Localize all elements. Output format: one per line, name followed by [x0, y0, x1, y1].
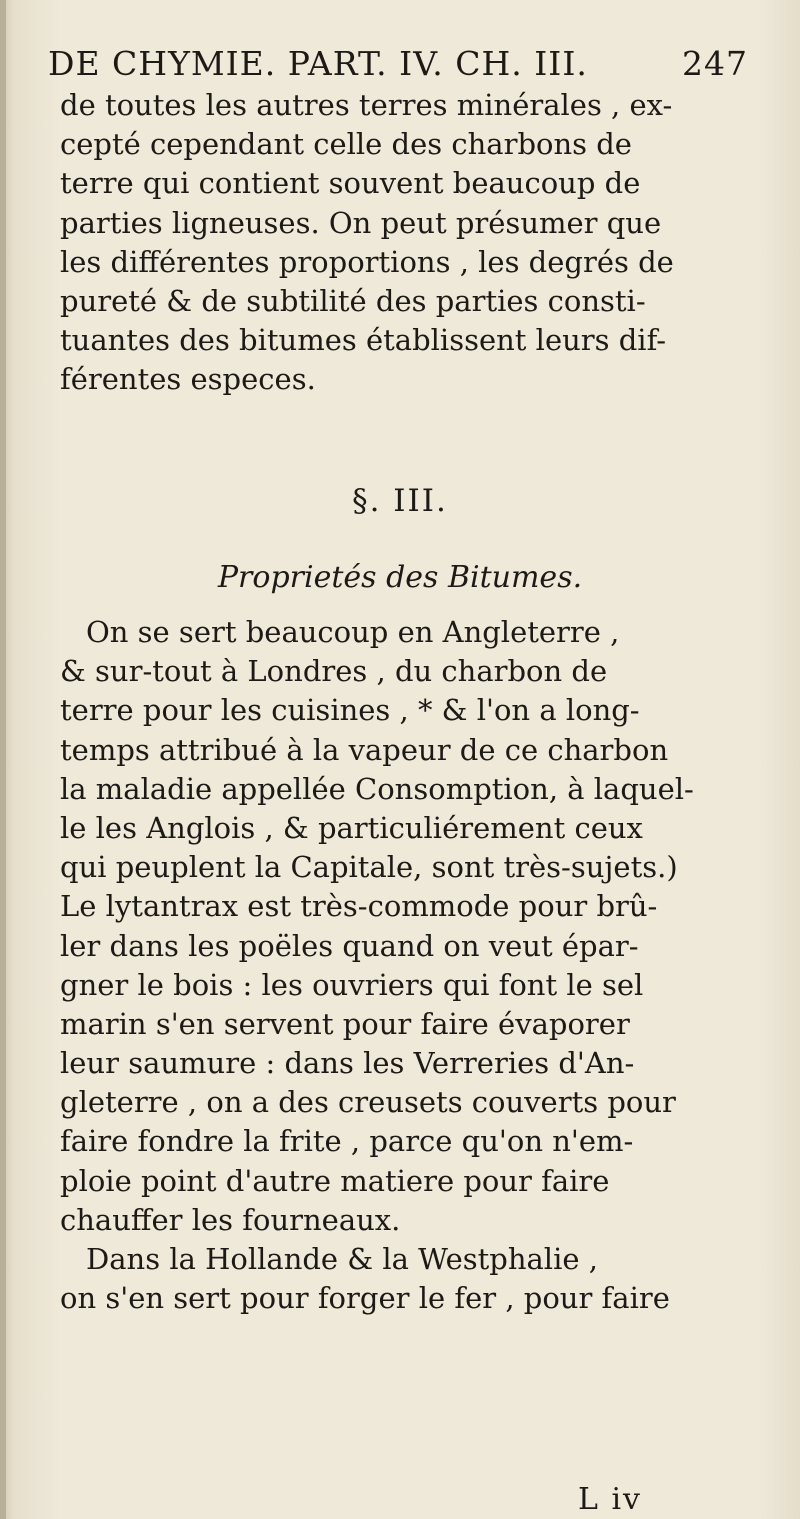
catchword: L iv — [578, 1482, 643, 1517]
section-title: Proprietés des Bitumes. — [217, 560, 583, 595]
text-line: faire fondre la frite , parce qu'on n'em- — [60, 1124, 634, 1159]
running-title: DE CHYMIE. PART. IV. CH. III. — [48, 44, 588, 83]
paragraph-1 — [60, 86, 760, 400]
text-line: la maladie appellée Consomption, à laquel- — [60, 771, 694, 806]
text-line: temps attribué à la vapeur de ce charbon — [60, 732, 669, 767]
text-line: on s'en sert pour forger le fer , pour faire — [60, 1281, 670, 1316]
text-line: marin s'en servent pour faire évaporer — [60, 1006, 630, 1041]
page-number: 247 — [682, 44, 748, 83]
text-line: Dans la Hollande & la Westphalie , — [86, 1242, 598, 1276]
text-line: de toutes les autres terres minérales , ex- — [60, 88, 673, 122]
paragraph-2 — [60, 613, 760, 1318]
text-line: férentes especes. — [60, 362, 316, 397]
text-line: parties ligneuses. On peut présumer que — [60, 205, 662, 240]
text-line: & sur-tout à Londres , du charbon de — [60, 654, 608, 689]
text-line: tuantes des bitumes établissent leurs dif- — [60, 323, 667, 358]
text-line: cepté cependant celle des charbons de — [60, 127, 632, 162]
text-line: ler dans les poëles quand on veut épar- — [60, 928, 639, 963]
text-line: gleterre , on a des creusets couverts pour — [60, 1085, 676, 1120]
running-header — [48, 44, 748, 90]
text-line: qui peuplent la Capitale, sont très-sujets.) — [60, 850, 678, 885]
section-number: §. III. — [352, 483, 448, 519]
text-line: On se sert beaucoup en Angleterre , — [86, 615, 620, 649]
text-line: les différentes proportions , les degrés de — [60, 244, 674, 279]
text-line: pureté & de subtilité des parties consti- — [60, 283, 646, 318]
text-line: ploie point d'autre matiere pour faire — [60, 1163, 610, 1198]
text-line: gner le bois : les ouvriers qui font le sel — [60, 967, 644, 1002]
text-line: chauffer les fourneaux. — [60, 1202, 401, 1237]
text-line: Le lytantrax est très-commode pour brû- — [60, 889, 658, 924]
text-line: leur saumure : dans les Verreries d'An- — [60, 1046, 635, 1081]
text-line: le les Anglois , & particuliérement ceux — [60, 810, 643, 845]
page-gutter — [0, 0, 6, 1519]
text-line: terre qui contient souvent beaucoup de — [60, 166, 641, 201]
text-line: terre pour les cuisines , * & l'on a long- — [60, 693, 640, 728]
